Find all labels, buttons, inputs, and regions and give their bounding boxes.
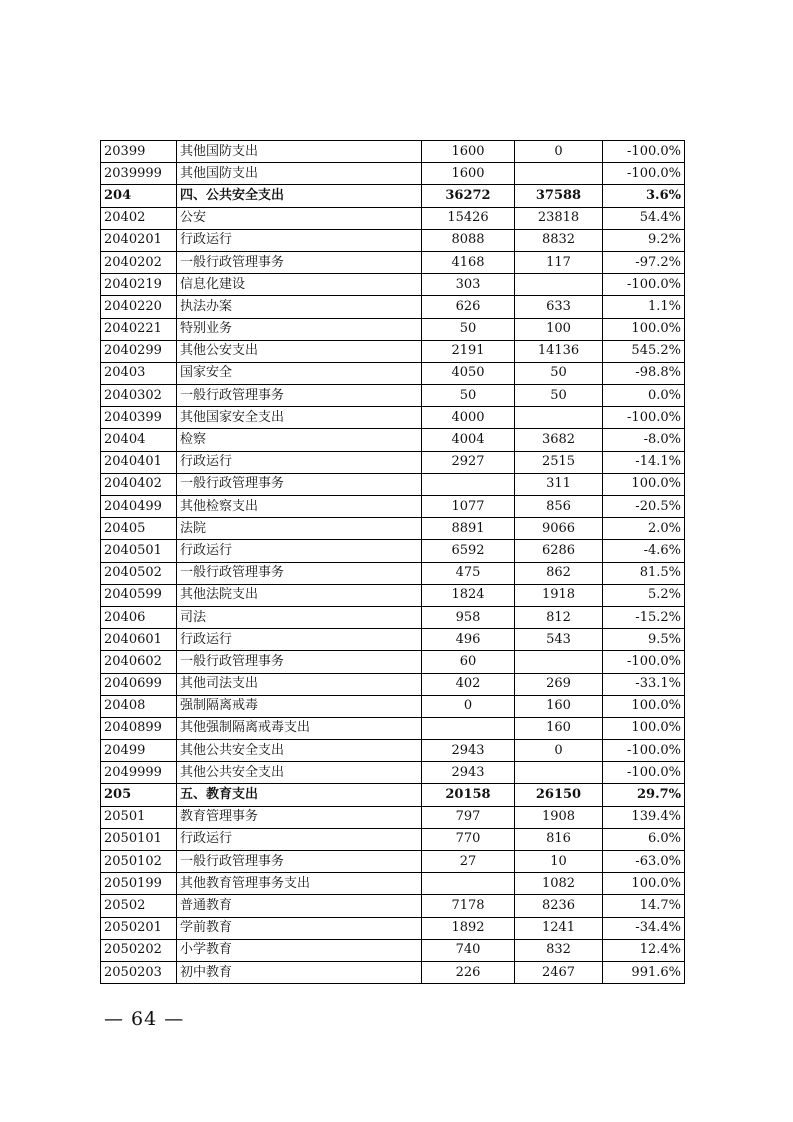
table-row — [101, 540, 685, 562]
code-cell: 20408 — [101, 695, 177, 717]
value-cell-2: 0 — [515, 141, 603, 163]
value-cell-1: 1824 — [422, 584, 515, 606]
code-cell: 2040221 — [101, 318, 177, 340]
value-cell-2: 8832 — [515, 229, 603, 251]
name-cell: 行政运行 — [177, 540, 422, 562]
code-cell: 2050203 — [101, 961, 177, 983]
value-cell-1: 27 — [422, 851, 515, 873]
name-cell: 法院 — [177, 518, 422, 540]
code-cell: 2050102 — [101, 851, 177, 873]
value-cell-1: 475 — [422, 562, 515, 584]
table-body — [101, 141, 685, 984]
name-cell: 一般行政管理事务 — [177, 562, 422, 584]
name-cell: 司法 — [177, 606, 422, 628]
code-cell: 2040402 — [101, 473, 177, 495]
percent-cell: -100.0% — [603, 740, 685, 762]
name-cell: 一般行政管理事务 — [177, 651, 422, 673]
value-cell-1 — [422, 873, 515, 895]
name-cell: 国家安全 — [177, 362, 422, 384]
value-cell-2: 1082 — [515, 873, 603, 895]
percent-cell: -100.0% — [603, 762, 685, 784]
name-cell: 其他强制隔离戒毒支出 — [177, 717, 422, 739]
value-cell-1: 7178 — [422, 895, 515, 917]
value-cell-1: 402 — [422, 673, 515, 695]
percent-cell: 81.5% — [603, 562, 685, 584]
value-cell-1: 496 — [422, 629, 515, 651]
percent-cell: 100.0% — [603, 473, 685, 495]
name-cell: 教育管理事务 — [177, 806, 422, 828]
code-cell: 2049999 — [101, 762, 177, 784]
value-cell-2: 6286 — [515, 540, 603, 562]
value-cell-2: 160 — [515, 695, 603, 717]
table-row — [101, 451, 685, 473]
value-cell-1: 8088 — [422, 229, 515, 251]
code-cell: 2050199 — [101, 873, 177, 895]
value-cell-1 — [422, 717, 515, 739]
value-cell-1: 740 — [422, 939, 515, 961]
table-row — [101, 207, 685, 229]
code-cell: 2040202 — [101, 251, 177, 273]
value-cell-1: 303 — [422, 274, 515, 296]
value-cell-2: 0 — [515, 740, 603, 762]
code-cell: 20405 — [101, 518, 177, 540]
table-row — [101, 429, 685, 451]
name-cell: 行政运行 — [177, 828, 422, 850]
table-row — [101, 895, 685, 917]
percent-cell: 0.0% — [603, 385, 685, 407]
value-cell-2 — [515, 407, 603, 429]
table-row — [101, 496, 685, 518]
percent-cell: -14.1% — [603, 451, 685, 473]
code-cell: 2040401 — [101, 451, 177, 473]
percent-cell: 3.6% — [603, 185, 685, 207]
percent-cell: -34.4% — [603, 917, 685, 939]
table-row — [101, 629, 685, 651]
value-cell-2: 50 — [515, 385, 603, 407]
name-cell: 一般行政管理事务 — [177, 251, 422, 273]
code-cell: 2040501 — [101, 540, 177, 562]
percent-cell: 9.5% — [603, 629, 685, 651]
table-row — [101, 385, 685, 407]
percent-cell: 1.1% — [603, 296, 685, 318]
name-cell: 其他公共安全支出 — [177, 762, 422, 784]
value-cell-2: 1241 — [515, 917, 603, 939]
percent-cell: 5.2% — [603, 584, 685, 606]
code-cell: 2040599 — [101, 584, 177, 606]
percent-cell: 991.6% — [603, 961, 685, 983]
name-cell: 其他国防支出 — [177, 141, 422, 163]
table-row — [101, 917, 685, 939]
value-cell-2: 10 — [515, 851, 603, 873]
percent-cell: 2.0% — [603, 518, 685, 540]
percent-cell: 139.4% — [603, 806, 685, 828]
code-cell: 2040601 — [101, 629, 177, 651]
percent-cell: -100.0% — [603, 651, 685, 673]
value-cell-1: 60 — [422, 651, 515, 673]
table-row — [101, 828, 685, 850]
code-cell: 2040299 — [101, 340, 177, 362]
code-cell: 204 — [101, 185, 177, 207]
code-cell: 2040220 — [101, 296, 177, 318]
value-cell-1: 15426 — [422, 207, 515, 229]
name-cell: 行政运行 — [177, 229, 422, 251]
table-row — [101, 695, 685, 717]
name-cell: 信息化建设 — [177, 274, 422, 296]
code-cell: 2040302 — [101, 385, 177, 407]
value-cell-2: 50 — [515, 362, 603, 384]
value-cell-2: 160 — [515, 717, 603, 739]
percent-cell: -4.6% — [603, 540, 685, 562]
name-cell: 其他法院支出 — [177, 584, 422, 606]
name-cell: 其他国家安全支出 — [177, 407, 422, 429]
name-cell: 其他司法支出 — [177, 673, 422, 695]
value-cell-1: 1892 — [422, 917, 515, 939]
name-cell: 四、公共安全支出 — [177, 185, 422, 207]
table-row — [101, 851, 685, 873]
value-cell-2: 23818 — [515, 207, 603, 229]
code-cell: 2040502 — [101, 562, 177, 584]
name-cell: 学前教育 — [177, 917, 422, 939]
value-cell-1: 6592 — [422, 540, 515, 562]
code-cell: 20402 — [101, 207, 177, 229]
name-cell: 其他公安支出 — [177, 340, 422, 362]
code-cell: 20399 — [101, 141, 177, 163]
percent-cell: 100.0% — [603, 318, 685, 340]
value-cell-2: 26150 — [515, 784, 603, 806]
table-row — [101, 806, 685, 828]
percent-cell: -33.1% — [603, 673, 685, 695]
table-row — [101, 251, 685, 273]
name-cell: 五、教育支出 — [177, 784, 422, 806]
value-cell-1: 0 — [422, 695, 515, 717]
value-cell-2: 1918 — [515, 584, 603, 606]
code-cell: 2040201 — [101, 229, 177, 251]
percent-cell: -100.0% — [603, 141, 685, 163]
code-cell: 20404 — [101, 429, 177, 451]
value-cell-2: 633 — [515, 296, 603, 318]
value-cell-2: 269 — [515, 673, 603, 695]
percent-cell: 12.4% — [603, 939, 685, 961]
table-row — [101, 407, 685, 429]
name-cell: 行政运行 — [177, 451, 422, 473]
table-row — [101, 740, 685, 762]
value-cell-1: 4004 — [422, 429, 515, 451]
value-cell-1: 4168 — [422, 251, 515, 273]
value-cell-2: 856 — [515, 496, 603, 518]
code-cell: 20501 — [101, 806, 177, 828]
value-cell-2: 2467 — [515, 961, 603, 983]
name-cell: 其他国防支出 — [177, 163, 422, 185]
page-number: — 64 — — [104, 1008, 185, 1030]
name-cell: 其他教育管理事务支出 — [177, 873, 422, 895]
value-cell-2: 3682 — [515, 429, 603, 451]
percent-cell: -20.5% — [603, 496, 685, 518]
value-cell-1: 36272 — [422, 185, 515, 207]
budget-table — [100, 140, 685, 984]
name-cell: 强制隔离戒毒 — [177, 695, 422, 717]
value-cell-2: 543 — [515, 629, 603, 651]
value-cell-1 — [422, 473, 515, 495]
table-row — [101, 584, 685, 606]
percent-cell: 54.4% — [603, 207, 685, 229]
value-cell-1: 20158 — [422, 784, 515, 806]
percent-cell: 14.7% — [603, 895, 685, 917]
code-cell: 20406 — [101, 606, 177, 628]
code-cell: 2050101 — [101, 828, 177, 850]
value-cell-1: 1600 — [422, 163, 515, 185]
percent-cell: 100.0% — [603, 695, 685, 717]
value-cell-1: 50 — [422, 318, 515, 340]
value-cell-1: 1077 — [422, 496, 515, 518]
code-cell: 2040899 — [101, 717, 177, 739]
table-row — [101, 762, 685, 784]
name-cell: 其他检察支出 — [177, 496, 422, 518]
table-row — [101, 717, 685, 739]
name-cell: 一般行政管理事务 — [177, 851, 422, 873]
name-cell: 特别业务 — [177, 318, 422, 340]
value-cell-1: 770 — [422, 828, 515, 850]
value-cell-2: 14136 — [515, 340, 603, 362]
table-row — [101, 961, 685, 983]
name-cell: 初中教育 — [177, 961, 422, 983]
table-row — [101, 651, 685, 673]
value-cell-2: 37588 — [515, 185, 603, 207]
value-cell-1: 626 — [422, 296, 515, 318]
table-row — [101, 185, 685, 207]
percent-cell: 6.0% — [603, 828, 685, 850]
table-row — [101, 362, 685, 384]
name-cell: 一般行政管理事务 — [177, 385, 422, 407]
percent-cell: -100.0% — [603, 163, 685, 185]
value-cell-2 — [515, 762, 603, 784]
value-cell-1: 2191 — [422, 340, 515, 362]
table-row — [101, 518, 685, 540]
table-row — [101, 873, 685, 895]
table-row — [101, 296, 685, 318]
value-cell-1: 2943 — [422, 740, 515, 762]
table-row — [101, 274, 685, 296]
name-cell: 公安 — [177, 207, 422, 229]
name-cell: 小学教育 — [177, 939, 422, 961]
table-row — [101, 141, 685, 163]
value-cell-2 — [515, 163, 603, 185]
table-row — [101, 606, 685, 628]
percent-cell: -97.2% — [603, 251, 685, 273]
code-cell: 2040499 — [101, 496, 177, 518]
table-row — [101, 163, 685, 185]
code-cell: 2039999 — [101, 163, 177, 185]
code-cell: 205 — [101, 784, 177, 806]
value-cell-1: 50 — [422, 385, 515, 407]
percent-cell: -98.8% — [603, 362, 685, 384]
name-cell: 一般行政管理事务 — [177, 473, 422, 495]
percent-cell: 545.2% — [603, 340, 685, 362]
value-cell-2: 9066 — [515, 518, 603, 540]
code-cell: 20403 — [101, 362, 177, 384]
percent-cell: -15.2% — [603, 606, 685, 628]
name-cell: 行政运行 — [177, 629, 422, 651]
name-cell: 执法办案 — [177, 296, 422, 318]
value-cell-1: 4000 — [422, 407, 515, 429]
table-row — [101, 784, 685, 806]
percent-cell: -8.0% — [603, 429, 685, 451]
value-cell-1: 4050 — [422, 362, 515, 384]
code-cell: 2040219 — [101, 274, 177, 296]
name-cell: 其他公共安全支出 — [177, 740, 422, 762]
percent-cell: 100.0% — [603, 717, 685, 739]
code-cell: 2040399 — [101, 407, 177, 429]
value-cell-1: 226 — [422, 961, 515, 983]
value-cell-1: 1600 — [422, 141, 515, 163]
value-cell-1: 797 — [422, 806, 515, 828]
value-cell-2: 832 — [515, 939, 603, 961]
table-row — [101, 318, 685, 340]
value-cell-2: 8236 — [515, 895, 603, 917]
percent-cell: -100.0% — [603, 274, 685, 296]
value-cell-1: 2927 — [422, 451, 515, 473]
value-cell-1: 958 — [422, 606, 515, 628]
percent-cell: 29.7% — [603, 784, 685, 806]
value-cell-2: 117 — [515, 251, 603, 273]
value-cell-2 — [515, 651, 603, 673]
value-cell-2: 816 — [515, 828, 603, 850]
table-row — [101, 673, 685, 695]
value-cell-1: 8891 — [422, 518, 515, 540]
code-cell: 20502 — [101, 895, 177, 917]
code-cell: 2050201 — [101, 917, 177, 939]
table-row — [101, 473, 685, 495]
code-cell: 20499 — [101, 740, 177, 762]
table-row — [101, 939, 685, 961]
value-cell-2: 100 — [515, 318, 603, 340]
table-row — [101, 229, 685, 251]
value-cell-2: 812 — [515, 606, 603, 628]
code-cell: 2040602 — [101, 651, 177, 673]
code-cell: 2040699 — [101, 673, 177, 695]
percent-cell: 100.0% — [603, 873, 685, 895]
table-row — [101, 340, 685, 362]
value-cell-2: 311 — [515, 473, 603, 495]
percent-cell: -63.0% — [603, 851, 685, 873]
name-cell: 检察 — [177, 429, 422, 451]
table-row — [101, 562, 685, 584]
code-cell: 2050202 — [101, 939, 177, 961]
value-cell-2: 1908 — [515, 806, 603, 828]
value-cell-2 — [515, 274, 603, 296]
value-cell-2: 862 — [515, 562, 603, 584]
value-cell-1: 2943 — [422, 762, 515, 784]
percent-cell: -100.0% — [603, 407, 685, 429]
name-cell: 普通教育 — [177, 895, 422, 917]
value-cell-2: 2515 — [515, 451, 603, 473]
percent-cell: 9.2% — [603, 229, 685, 251]
